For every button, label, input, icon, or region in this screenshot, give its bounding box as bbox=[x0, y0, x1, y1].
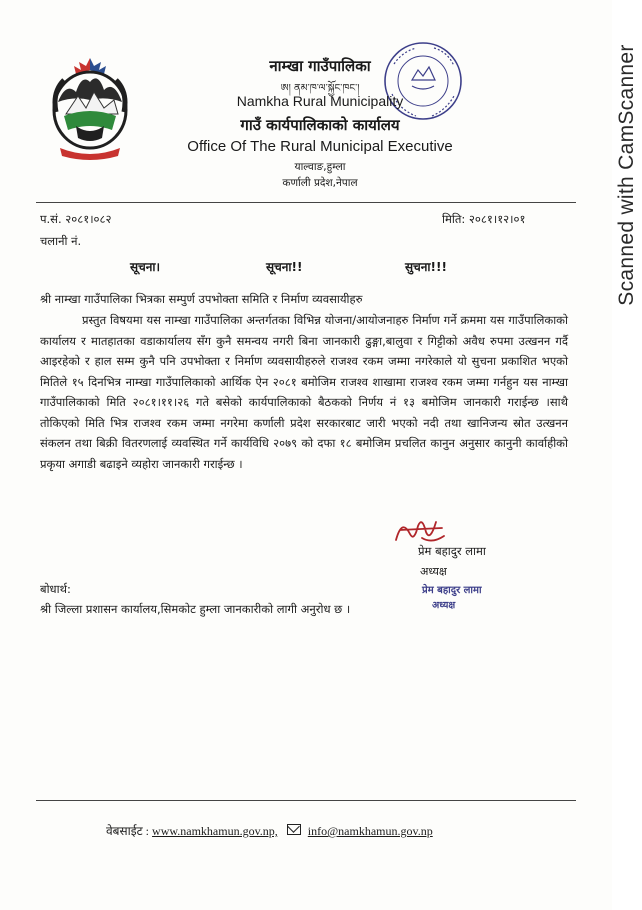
address-line-2: कर्णाली प्रदेश,नेपाल bbox=[282, 177, 358, 189]
email-link[interactable]: info@namkhamun.gov.np bbox=[307, 824, 433, 838]
notice-heading-3: सुचना!!! bbox=[405, 260, 447, 274]
reference-number: प.सं. २०८१।०८२ bbox=[40, 212, 112, 226]
scanner-watermark: Scanned with CamScanner bbox=[615, 44, 638, 306]
dispatch-number: चलानी नं. bbox=[40, 234, 82, 248]
signatory-name: प्रेम बहादुर लामा bbox=[418, 544, 486, 558]
website-label: वेबसाईट : bbox=[106, 824, 150, 838]
envelope-icon bbox=[287, 824, 301, 835]
handwritten-signature bbox=[392, 512, 448, 548]
footer-divider bbox=[36, 800, 576, 801]
cc-label: बोधार्थ: bbox=[40, 582, 71, 596]
letter-body bbox=[40, 310, 568, 474]
signatory-title: अध्यक्ष bbox=[420, 565, 447, 578]
header-divider bbox=[36, 202, 576, 203]
municipality-name-en: Namkha Rural Municipality bbox=[236, 93, 404, 109]
municipality-name-tibetan: ཨ། ནམ་ཁ་ལ་སྐྱོང་ཁང་། bbox=[280, 83, 360, 94]
municipality-name-np: नाम्खा गाउँपालिका bbox=[269, 57, 371, 75]
letter-date: मिति: २०८१।१२।०१ bbox=[442, 212, 526, 226]
notice-heading-2: सूचना!! bbox=[266, 260, 303, 274]
nepal-emblem-logo bbox=[46, 52, 134, 162]
notice-heading-1: सूचना। bbox=[130, 260, 161, 274]
website-link[interactable]: www.namkhamun.gov.np, bbox=[152, 824, 278, 838]
office-name-en: Office Of The Rural Municipal Executive bbox=[187, 138, 453, 155]
cc-text: श्री जिल्ला प्रशासन कार्यालय,सिमकोट हुम्ला जानकारीको लागी अनुरोध छ । bbox=[40, 602, 351, 616]
footer-contact bbox=[106, 822, 433, 839]
signatory-stamp-title: अध्यक्ष bbox=[432, 600, 456, 611]
body-paragraph: प्रस्तुत विषयमा यस नाम्खा गाउँपालिका अन्तर्गतका विभिन्न योजना/आयोजनाहरु निर्माण गर्ने क्रममा यस गाउँपालिकाको कार्यालय र मातहातका वडाकार्यालय सँग कुनै समन्वय नगरी बिना जानकारी ढुङ्गा,बालुवा र गिट्टीको अवैध रुपमा उत्खनन गर्दै आइरहेको र हाल सम्म कुनै पनि उपभोक्ता र निर्माण व्यवसायीहरुले राजश्व रकम जम्मा नगरेकाले यो सुचना प्रकाशित भएको मितिले १५ दिनभित्र नाम्खा गाउँपालिकाको आर्थिक ऐन २०८१ बमोजिम राजश्व शाखामा राजश्व रकम जम्मा गर्नहुन यस नाम्खा गाउँपालिकाको मिति २०८१।११।२६ गते बसेको कार्यपालिकाको बैठकको निर्णय नं १३ बमोजिम जानकारी गराईन्छ ।साथै तोकिएको मिति भित्र राजश्व रकम जम्मा नगरेमा कर्णाली प्रदेश सरकारबाट जारी भएको नदी तथा खानिजन्य स्रोत उत्खनन संकलन तथा बिक्री वितरणलाई व्यवस्थित गर्ने कार्यविधि २०७९ को दफा १८ बमोजिम प्रचलित कानुन अनुसार कानुनी कार्वाहीको प्रकृया अगाडी बढाइने व्यहोरा जानकारी गराईन्छ । bbox=[40, 313, 568, 471]
office-name-np: गाउँ कार्यपालिकाको कार्यालय bbox=[240, 116, 400, 134]
salutation: श्री नाम्खा गाउँपालिका भित्रका सम्पुर्ण उपभोक्ता समिति र निर्माण व्यवसायीहरु bbox=[40, 292, 363, 306]
address-line-1: याल्वाङ,हुम्ला bbox=[294, 161, 346, 173]
signatory-stamp-name: प्रेम बहादुर लामा bbox=[422, 585, 482, 596]
